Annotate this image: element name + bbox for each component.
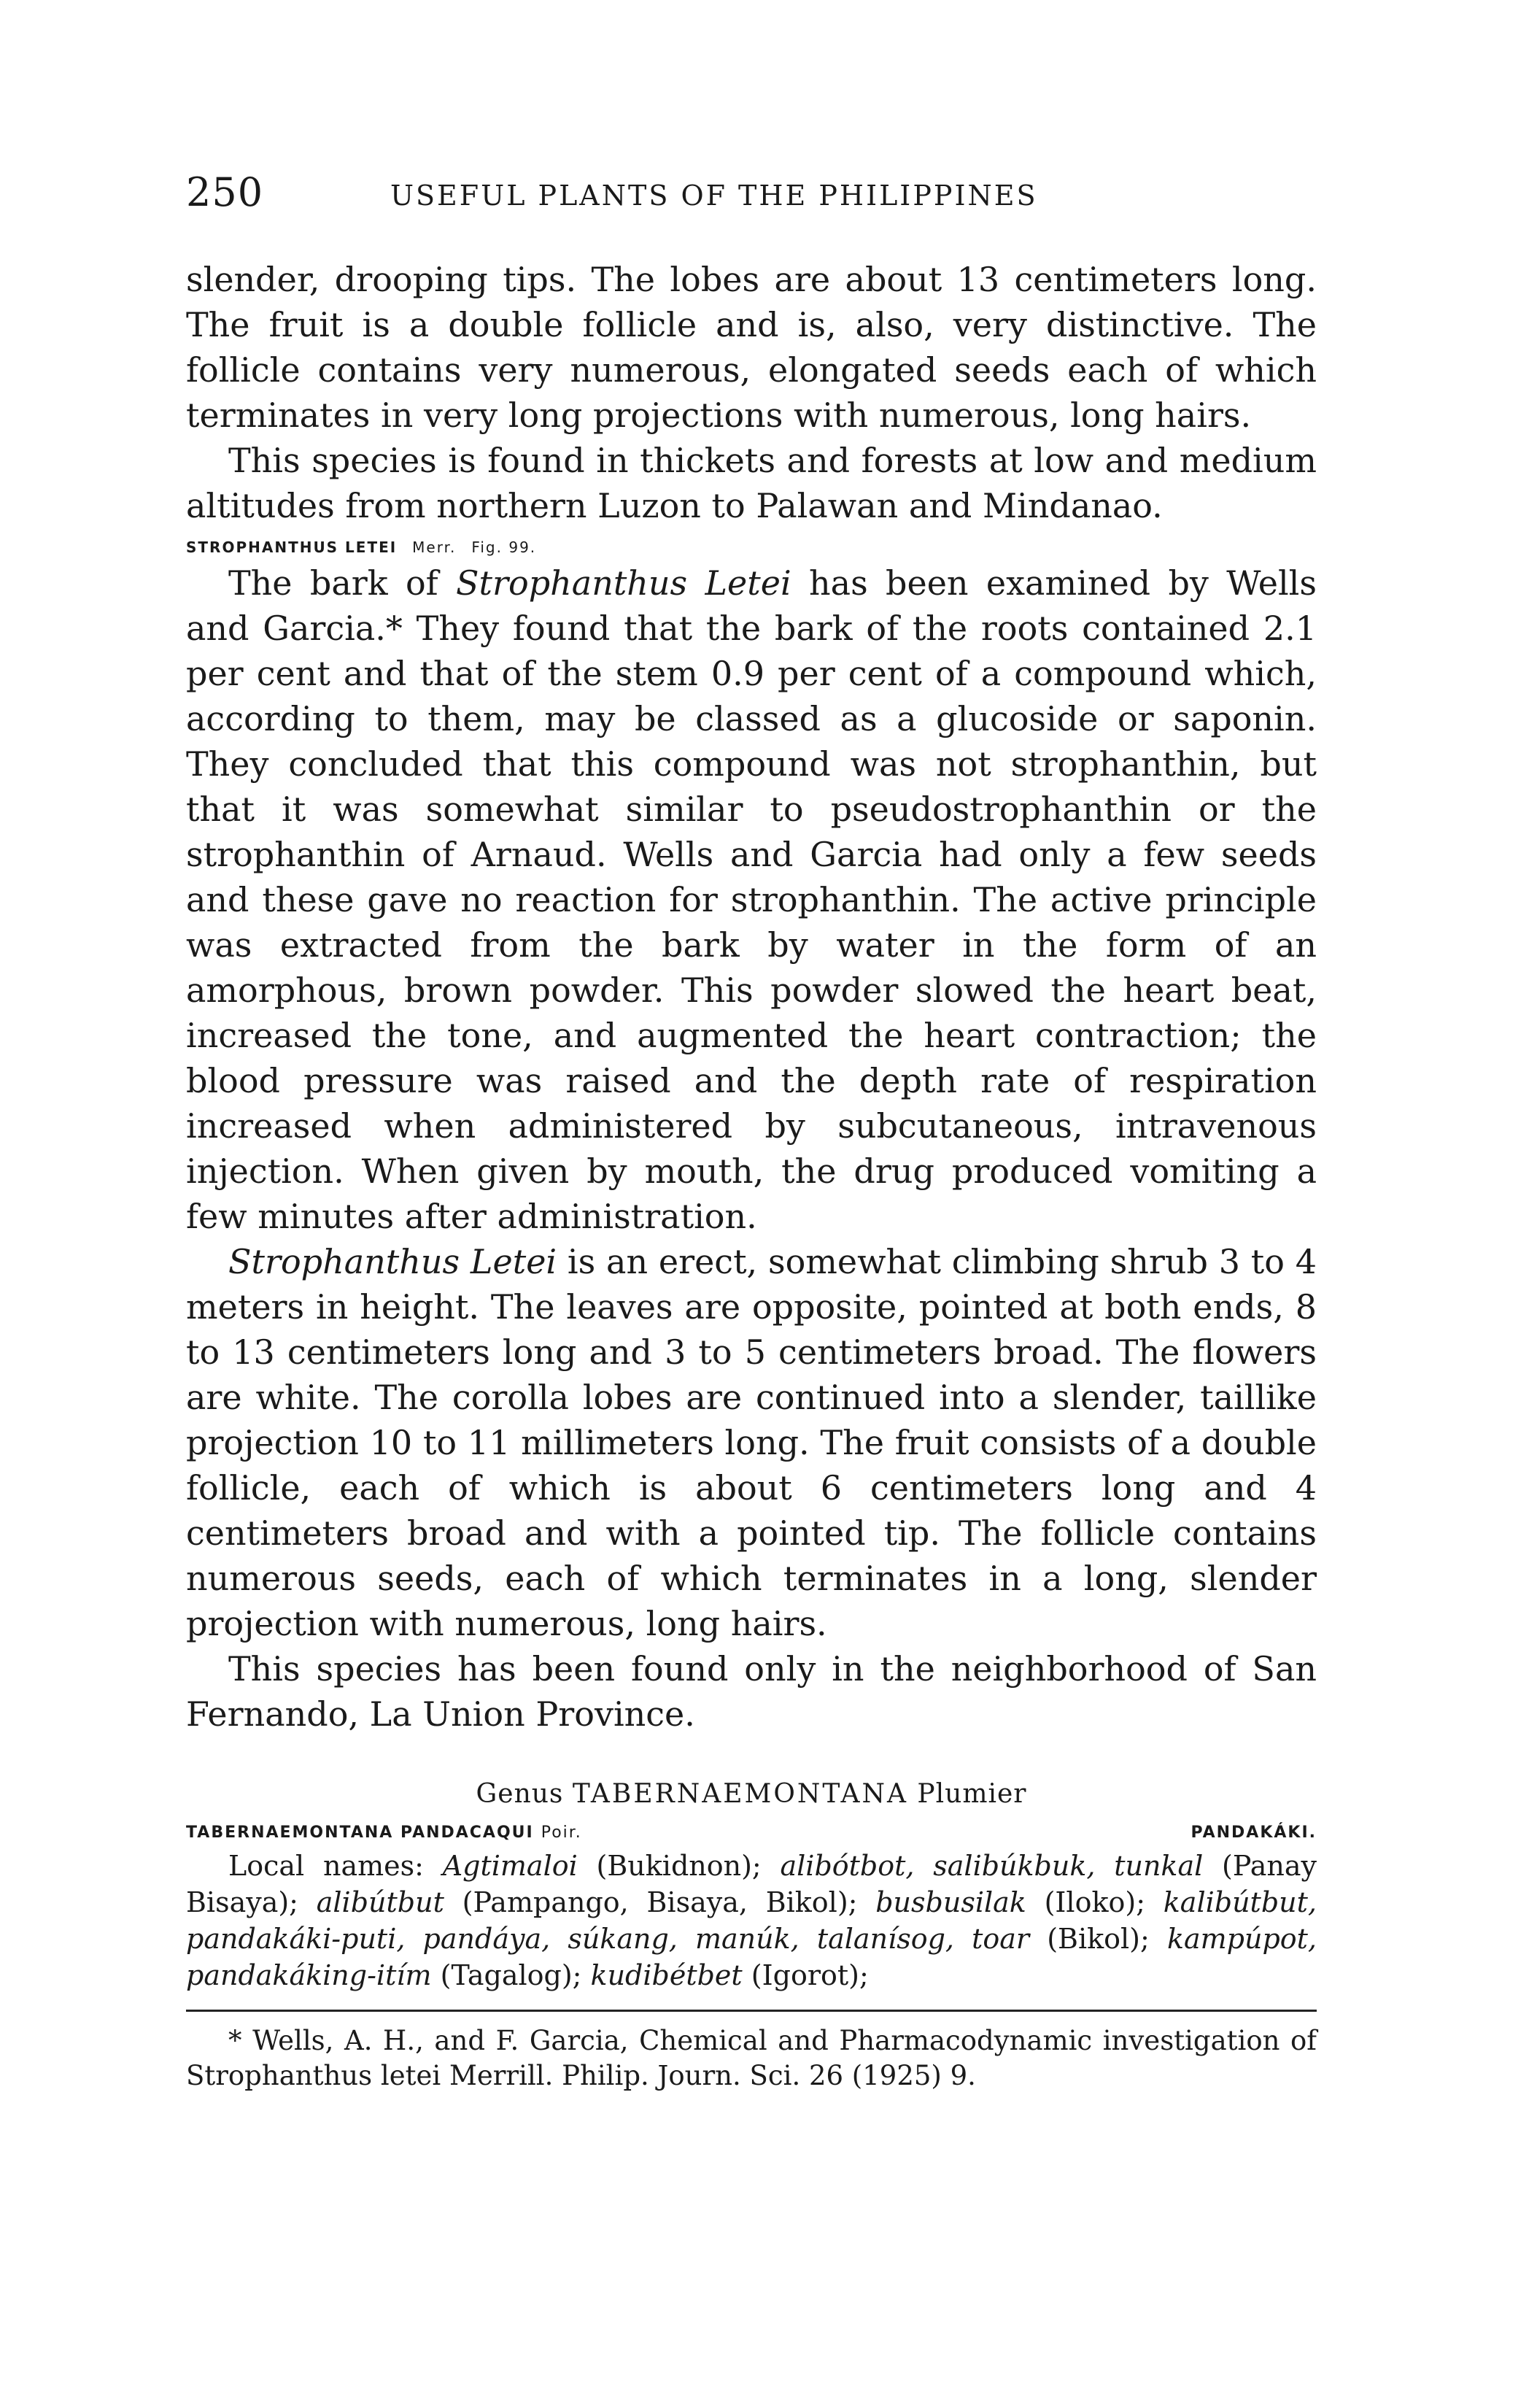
text-run: (Pampango, Bisaya, Bikol); <box>444 1886 876 1918</box>
paragraph-bark-chemistry <box>186 560 1317 1239</box>
footnote: * Wells, A. H., and F. Garcia, Chemical and Pharmacodynamic investigation of Strophanthus letei Merrill. Philip. Journ. Sci. 26 (1925) 9. <box>186 2025 1317 2091</box>
text-run: has been examined by Wells and Garcia.* They found that the bark of the roots contained 2.1 per cent and that of the stem 0.9 per cent of a compound which, according to them, may be classed as a glucoside or saponin. They concluded that this compound was not strophanthin, but that it was somewhat similar to pseudostrophanthin or the strophanthin of Arnaud. Wells and Garcia had only a few seeds and these gave no reaction for strophanthin. The active principle was extracted from the bark by water in the form of an amorphous, brown powder. This powder slowed the heart beat, increased the tone, and augmented the heart contraction; the blood pressure was raised and the depth rate of respiration increased when administered by subcutaneous, intravenous injection. When given by mouth, the drug produced vomiting a few minutes after administration. <box>186 563 1317 1236</box>
local-name: alibútbut <box>316 1886 444 1918</box>
local-name: busbusilak <box>875 1886 1026 1918</box>
text-run: (Bikol); <box>1029 1923 1167 1955</box>
paragraph-continuation: slender, drooping tips. The lobes are about 13 centimeters long. The fruit is a double follicle and is, also, very distinctive. The follicle contains very numerous, elongated seeds each of which terminates in very long projections with numerous, long hairs. <box>186 260 1317 435</box>
paragraph-distribution: This species has been found only in the neighborhood of San Fernando, La Union Province. <box>186 1649 1317 1734</box>
species-italic: Strophanthus Letei <box>228 1242 557 1281</box>
genus-author: Plumier <box>917 1779 1027 1809</box>
genus-prefix: Genus <box>476 1779 564 1809</box>
body-text <box>186 257 1317 2094</box>
text-run: (Igorot); <box>742 1959 869 1991</box>
text-run: (Bukidnon); <box>577 1850 781 1882</box>
species-name: STROPHANTHUS LETEI <box>186 539 398 556</box>
figure-reference: Fig. 99. <box>471 539 537 556</box>
running-title: USEFUL PLANTS OF THE PHILIPPINES <box>390 180 1038 212</box>
sub-species-author: Poir. <box>541 1824 582 1842</box>
local-name: kudibétbet <box>590 1959 743 1991</box>
genus-name: TABERNAEMONTANA <box>572 1779 908 1809</box>
sub-species-common-name: PANDAKÁKI. <box>1191 1824 1317 1842</box>
paragraph-distribution-previous: This species is found in thickets and forests at low and medium altitudes from northern Luzon to Palawan and Mindanao. <box>186 441 1317 525</box>
text-run: (Panay Bisaya); <box>186 1850 1317 1918</box>
text-run: Local names: <box>228 1850 443 1882</box>
local-name: alibótbot, salibúkbuk, tunkal <box>780 1850 1204 1882</box>
species-heading <box>186 539 1317 556</box>
sub-species-left <box>186 1824 582 1842</box>
text-run: (Tagalog); <box>431 1959 591 1991</box>
text-run: (Iloko); <box>1026 1886 1164 1918</box>
genus-heading <box>186 1779 1317 1809</box>
footnote-divider <box>186 2010 1317 2012</box>
page-number: 250 <box>186 169 264 215</box>
running-header <box>186 169 1317 213</box>
paragraph-local-names <box>186 1848 1317 1994</box>
local-name: kalibútbut, pandakáki-puti, pandáya, súkang, manúk, talanísog, toar <box>186 1886 1317 1955</box>
local-name: Agtimaloi <box>442 1850 578 1882</box>
sub-species-heading <box>186 1824 1317 1842</box>
species-author: Merr. <box>412 539 457 556</box>
paragraph-description <box>186 1239 1317 1646</box>
species-italic: Strophanthus Letei <box>456 563 791 603</box>
sub-species-name: TABERNAEMONTANA PANDACAQUI <box>186 1824 534 1842</box>
local-name: kampúpot, pandakáking-itím <box>186 1923 1317 1991</box>
text-run: is an erect, somewhat climbing shrub 3 to 4 meters in height. The leaves are opposite, pointed at both ends, 8 to 13 centimeters long and 3 to 5 centimeters broad. The flowers are white. The corolla lobes are continued into a slender, taillike projection 10 to 11 millimeters long. The fruit consists of a double follicle, each of which is about 6 centimeters long and 4 centimeters broad and with a pointed tip. The follicle contains numerous seeds, each of which terminates in a long, slender projection with numerous, long hairs. <box>186 1242 1317 1643</box>
text-run: The bark of <box>228 563 457 603</box>
